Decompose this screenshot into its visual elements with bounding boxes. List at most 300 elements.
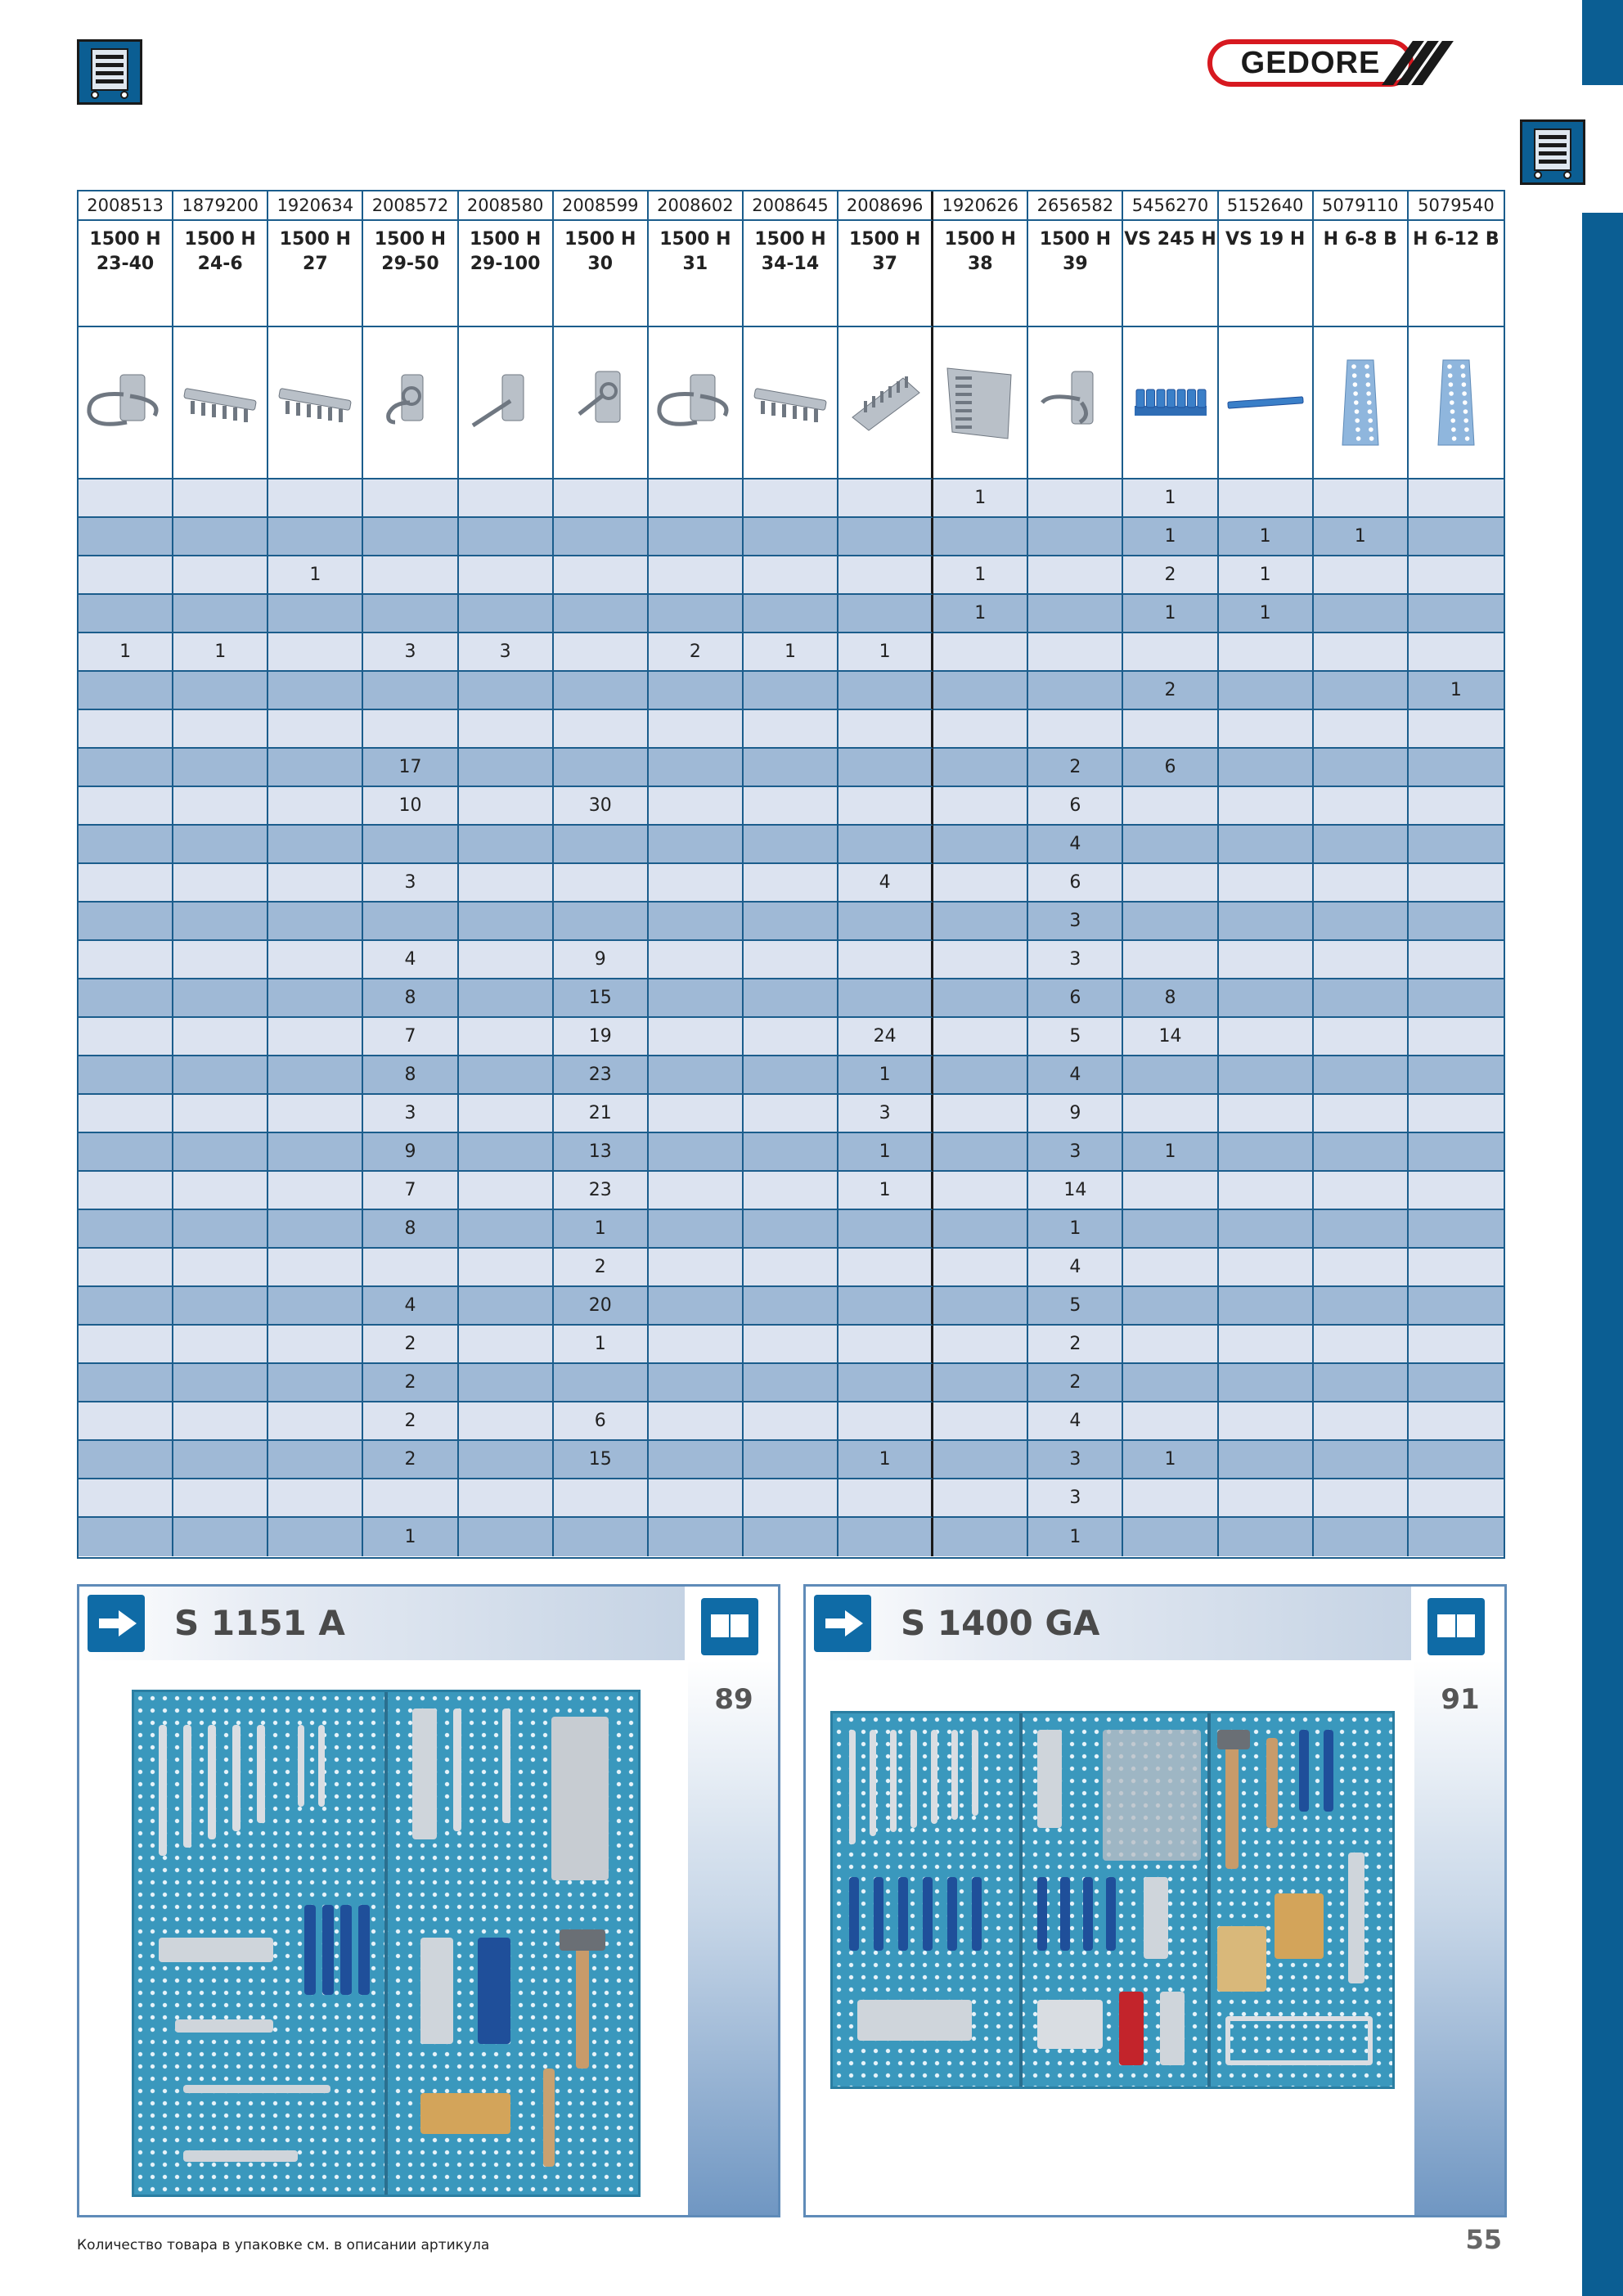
quantity-cell <box>1314 1518 1409 1556</box>
quantity-cell <box>649 672 744 710</box>
quantity-cell <box>933 518 1028 556</box>
quantity-cell <box>554 1479 649 1518</box>
quantity-cell <box>1219 749 1314 787</box>
product-image-cell <box>554 327 649 479</box>
quantity-cell <box>1219 1210 1314 1249</box>
quantity-cell <box>649 826 744 864</box>
quantity-cell <box>649 1402 744 1441</box>
quantity-cell <box>649 1441 744 1479</box>
quantity-cell <box>1314 1441 1409 1479</box>
quantity-cell <box>1314 1172 1409 1210</box>
quantity-cell <box>268 1172 363 1210</box>
quantity-cell <box>459 903 554 941</box>
quantity-cell <box>173 864 268 903</box>
quantity-cell <box>1314 1210 1409 1249</box>
quantity-cell: 1 <box>933 595 1028 633</box>
quantity-cell <box>173 787 268 826</box>
article-number: 1920634 <box>268 191 363 221</box>
long-tool-hook-icon <box>465 353 546 452</box>
quantity-cell <box>554 556 649 595</box>
quantity-cell <box>459 979 554 1018</box>
quantity-cell <box>744 1056 838 1095</box>
quantity-cell <box>173 979 268 1018</box>
quantity-cell <box>1409 749 1504 787</box>
quantity-cell: 4 <box>1028 1402 1123 1441</box>
quantity-cell <box>268 749 363 787</box>
quantity-cell <box>1123 710 1218 749</box>
quantity-cell <box>649 1210 744 1249</box>
product-name: 1500 H 29-50 <box>363 221 458 327</box>
quantity-cell <box>838 479 933 518</box>
arrow-right-icon[interactable] <box>814 1595 871 1652</box>
quantity-cell <box>1123 1056 1218 1095</box>
quantity-cell <box>1123 1172 1218 1210</box>
quantity-cell: 1 <box>838 1172 933 1210</box>
product-name: 1500 H 34-14 <box>744 221 838 327</box>
quantity-cell <box>268 903 363 941</box>
product-image-cell <box>459 327 554 479</box>
page-number: 55 <box>1465 2224 1502 2255</box>
quantity-cell <box>838 1210 933 1249</box>
quantity-cell <box>79 595 173 633</box>
quantity-cell <box>173 903 268 941</box>
product-image-cell <box>649 327 744 479</box>
quantity-cell <box>1123 787 1218 826</box>
quantity-cell <box>1123 1095 1218 1133</box>
tool-cabinet-icon <box>1520 119 1585 185</box>
article-number: 2008513 <box>79 191 173 221</box>
quantity-cell <box>1314 1056 1409 1095</box>
quantity-cell <box>1219 1479 1314 1518</box>
quantity-cell: 4 <box>838 864 933 903</box>
quantity-cell: 1 <box>1409 672 1504 710</box>
quantity-cell <box>1028 479 1123 518</box>
quantity-cell: 4 <box>1028 1056 1123 1095</box>
quantity-cell <box>173 1249 268 1287</box>
article-number: 5456270 <box>1123 191 1218 221</box>
quantity-cell <box>649 710 744 749</box>
quantity-cell <box>459 1518 554 1556</box>
quantity-cell <box>79 826 173 864</box>
quantity-cell: 1 <box>1219 556 1314 595</box>
quantity-cell: 1 <box>1123 479 1218 518</box>
quantity-cell <box>79 1095 173 1133</box>
quantity-cell <box>79 1518 173 1556</box>
quantity-cell <box>79 1133 173 1172</box>
quantity-cell <box>1028 518 1123 556</box>
quantity-cell <box>744 672 838 710</box>
quantity-cell <box>649 1172 744 1210</box>
quantity-cell: 6 <box>1028 979 1123 1018</box>
quantity-cell <box>268 1326 363 1364</box>
quantity-cell: 4 <box>1028 826 1123 864</box>
article-number: 2008599 <box>554 191 649 221</box>
quantity-cell: 1 <box>933 479 1028 518</box>
quantity-cell <box>1123 864 1218 903</box>
quantity-cell <box>1123 826 1218 864</box>
quantity-cell <box>649 1249 744 1287</box>
quantity-cell <box>1409 1095 1504 1133</box>
quantity-cell <box>79 1210 173 1249</box>
quantity-cell <box>1219 1056 1314 1095</box>
quantity-cell <box>1409 518 1504 556</box>
quantity-cell <box>459 595 554 633</box>
quantity-cell: 1 <box>1028 1518 1123 1556</box>
quantity-cell <box>744 1210 838 1249</box>
quantity-cell <box>459 864 554 903</box>
quantity-cell: 7 <box>363 1172 458 1210</box>
quantity-cell: 3 <box>363 864 458 903</box>
quantity-cell <box>744 479 838 518</box>
quantity-cell: 14 <box>1123 1018 1218 1056</box>
quantity-cell: 4 <box>1028 1249 1123 1287</box>
quantity-cell: 3 <box>838 1095 933 1133</box>
quantity-cell <box>79 518 173 556</box>
quantity-cell <box>173 672 268 710</box>
quantity-cell <box>459 1172 554 1210</box>
quantity-cell <box>1409 1402 1504 1441</box>
quantity-cell <box>1409 1479 1504 1518</box>
quantity-cell: 3 <box>1028 1133 1123 1172</box>
quantity-cell <box>649 1056 744 1095</box>
quantity-cell <box>554 826 649 864</box>
quantity-cell <box>1409 1518 1504 1556</box>
quantity-cell <box>649 787 744 826</box>
quantity-cell <box>838 1326 933 1364</box>
quantity-cell <box>838 941 933 979</box>
quantity-cell <box>459 749 554 787</box>
quantity-cell <box>933 633 1028 672</box>
quantity-cell <box>173 1133 268 1172</box>
quantity-cell <box>933 864 1028 903</box>
quantity-cell <box>268 1133 363 1172</box>
quantity-cell <box>459 1287 554 1326</box>
quantity-cell <box>1409 1018 1504 1056</box>
quantity-cell <box>744 1172 838 1210</box>
quantity-cell <box>268 1249 363 1287</box>
assortment-table <box>77 190 1505 1559</box>
quantity-cell: 1 <box>1123 1133 1218 1172</box>
product-name: 1500 H 29-100 <box>459 221 554 327</box>
quantity-cell <box>1409 1056 1504 1095</box>
quantity-cell <box>744 1095 838 1133</box>
quantity-cell <box>1314 1364 1409 1402</box>
quantity-cell <box>838 979 933 1018</box>
quantity-cell <box>554 710 649 749</box>
quantity-cell <box>1028 633 1123 672</box>
quantity-cell <box>744 1518 838 1556</box>
quantity-cell <box>933 710 1028 749</box>
set-panel-s1400ga <box>803 1584 1507 2217</box>
quantity-cell <box>1028 595 1123 633</box>
product-image-cell <box>1409 327 1504 479</box>
quantity-cell <box>1314 941 1409 979</box>
quantity-cell: 10 <box>363 787 458 826</box>
quantity-cell <box>79 941 173 979</box>
quantity-cell <box>1123 903 1218 941</box>
quantity-cell: 1 <box>933 556 1028 595</box>
quantity-cell <box>649 479 744 518</box>
gedore-logo: GEDORE <box>1207 39 1427 87</box>
quantity-cell <box>1219 672 1314 710</box>
quantity-cell: 8 <box>363 1056 458 1095</box>
quantity-cell <box>933 1326 1028 1364</box>
quantity-cell <box>459 1441 554 1479</box>
quantity-cell: 1 <box>838 633 933 672</box>
quantity-cell <box>79 1479 173 1518</box>
quantity-cell <box>459 941 554 979</box>
page-reference[interactable]: 89 <box>714 1683 753 1716</box>
quantity-cell: 2 <box>649 633 744 672</box>
quantity-cell <box>933 1249 1028 1287</box>
quantity-cell <box>744 787 838 826</box>
quantity-cell: 3 <box>1028 903 1123 941</box>
quantity-cell <box>649 941 744 979</box>
quantity-cell <box>649 518 744 556</box>
quantity-cell: 3 <box>1028 1479 1123 1518</box>
quantity-cell <box>79 749 173 787</box>
quantity-cell: 1 <box>1123 518 1218 556</box>
quantity-cell <box>838 1364 933 1402</box>
quantity-cell <box>1219 1402 1314 1441</box>
quantity-cell <box>173 1441 268 1479</box>
quantity-cell <box>1314 710 1409 749</box>
product-image-cell <box>1314 327 1409 479</box>
product-name: 1500 H 39 <box>1028 221 1123 327</box>
quantity-cell <box>268 595 363 633</box>
quantity-cell <box>838 1402 933 1441</box>
quantity-cell: 4 <box>363 1287 458 1326</box>
quantity-cell: 15 <box>554 979 649 1018</box>
article-number: 1920626 <box>933 191 1028 221</box>
quantity-cell <box>744 1287 838 1326</box>
quantity-cell <box>554 864 649 903</box>
quantity-cell <box>1123 1364 1218 1402</box>
product-name: VS 245 H <box>1123 221 1218 327</box>
quantity-cell <box>1314 479 1409 518</box>
quantity-cell <box>1409 903 1504 941</box>
quantity-cell <box>838 1287 933 1326</box>
quantity-cell <box>838 595 933 633</box>
quantity-cell <box>173 518 268 556</box>
quantity-cell <box>173 1018 268 1056</box>
quantity-cell <box>1123 1479 1218 1518</box>
quantity-cell: 1 <box>744 633 838 672</box>
quantity-cell <box>268 633 363 672</box>
product-name: 1500 H 38 <box>933 221 1028 327</box>
quantity-cell <box>459 1479 554 1518</box>
product-image-cell <box>79 327 173 479</box>
quantity-cell <box>744 1133 838 1172</box>
quantity-cell: 13 <box>554 1133 649 1172</box>
quantity-cell <box>649 1479 744 1518</box>
quantity-cell <box>649 556 744 595</box>
quantity-cell <box>173 1402 268 1441</box>
quantity-cell <box>268 941 363 979</box>
quantity-cell <box>933 1518 1028 1556</box>
quantity-cell <box>744 941 838 979</box>
spanner-holder-icon <box>939 353 1021 452</box>
quantity-cell <box>79 903 173 941</box>
quantity-cell: 9 <box>554 941 649 979</box>
quantity-cell <box>1314 1249 1409 1287</box>
quantity-cell <box>1314 979 1409 1018</box>
quantity-cell <box>1314 595 1409 633</box>
quantity-cell <box>1123 1210 1218 1249</box>
quantity-cell <box>933 1402 1028 1441</box>
quantity-cell <box>649 1326 744 1364</box>
side-tab-strip <box>1582 0 1623 2296</box>
footer-note: Количество товара в упаковке см. в описании артикула <box>77 2237 490 2253</box>
quantity-cell <box>79 1056 173 1095</box>
quantity-cell <box>1314 1326 1409 1364</box>
set-panel-header <box>79 1587 685 1660</box>
quantity-cell <box>173 826 268 864</box>
quantity-cell: 1 <box>1314 518 1409 556</box>
quantity-cell: 2 <box>363 1441 458 1479</box>
quantity-cell <box>1314 1095 1409 1133</box>
quantity-cell <box>1409 1326 1504 1364</box>
quantity-cell <box>1409 941 1504 979</box>
quantity-cell <box>459 826 554 864</box>
quantity-cell <box>744 1364 838 1402</box>
quantity-cell <box>268 672 363 710</box>
quantity-cell <box>459 1095 554 1133</box>
article-number: 5152640 <box>1219 191 1314 221</box>
quantity-cell <box>744 1402 838 1441</box>
article-number: 2008580 <box>459 191 554 221</box>
quantity-cell: 8 <box>363 1210 458 1249</box>
quantity-cell <box>1409 1133 1504 1172</box>
quantity-cell <box>79 1018 173 1056</box>
quantity-cell <box>554 903 649 941</box>
quantity-cell <box>268 1518 363 1556</box>
quantity-cell <box>649 1095 744 1133</box>
tool-hook-icon <box>369 353 451 452</box>
quantity-cell: 1 <box>268 556 363 595</box>
quantity-cell <box>933 787 1028 826</box>
quantity-cell <box>173 1210 268 1249</box>
quantity-cell <box>79 1402 173 1441</box>
quantity-cell: 4 <box>363 941 458 979</box>
quantity-cell <box>744 1441 838 1479</box>
quantity-cell <box>459 1249 554 1287</box>
book-icon[interactable] <box>701 1598 758 1655</box>
quantity-cell <box>1314 1479 1409 1518</box>
quantity-cell: 1 <box>554 1326 649 1364</box>
quantity-cell <box>1314 556 1409 595</box>
quantity-cell <box>459 787 554 826</box>
quantity-cell <box>838 1479 933 1518</box>
quantity-cell <box>1219 941 1314 979</box>
quantity-cell <box>933 749 1028 787</box>
quantity-cell <box>1409 710 1504 749</box>
quantity-cell <box>173 1287 268 1326</box>
quantity-cell <box>1314 672 1409 710</box>
quantity-cell <box>459 1402 554 1441</box>
quantity-cell <box>459 1364 554 1402</box>
quantity-cell <box>649 1287 744 1326</box>
quantity-cell <box>363 1479 458 1518</box>
quantity-cell <box>838 826 933 864</box>
quantity-cell <box>744 826 838 864</box>
quantity-cell <box>268 1402 363 1441</box>
quantity-cell <box>554 749 649 787</box>
article-number: 2008572 <box>363 191 458 221</box>
quantity-cell <box>1314 1287 1409 1326</box>
quantity-cell <box>744 864 838 903</box>
product-image-cell <box>838 327 933 479</box>
quantity-cell: 5 <box>1028 1018 1123 1056</box>
quantity-cell <box>1123 941 1218 979</box>
quantity-cell <box>268 787 363 826</box>
product-image-cell <box>1028 327 1123 479</box>
quantity-cell <box>1409 1210 1504 1249</box>
quantity-cell <box>79 1249 173 1287</box>
set-title: S 1400 GA <box>901 1603 1100 1643</box>
quantity-cell: 7 <box>363 1018 458 1056</box>
quantity-cell <box>1314 1018 1409 1056</box>
quantity-cell <box>173 556 268 595</box>
quantity-cell <box>1409 556 1504 595</box>
product-name: 1500 H 37 <box>838 221 933 327</box>
quantity-cell <box>268 1056 363 1095</box>
hook-rail-icon <box>179 353 261 452</box>
quantity-cell: 6 <box>554 1402 649 1441</box>
quantity-cell: 2 <box>363 1402 458 1441</box>
product-name: 1500 H 30 <box>554 221 649 327</box>
quantity-cell <box>459 1210 554 1249</box>
pegboard-set-icon <box>830 1711 1395 2089</box>
quantity-cell <box>1219 710 1314 749</box>
quantity-cell <box>554 1364 649 1402</box>
quantity-cell: 1 <box>1123 595 1218 633</box>
page-reference[interactable]: 91 <box>1441 1683 1480 1716</box>
quantity-cell <box>554 1518 649 1556</box>
quantity-cell <box>173 710 268 749</box>
quantity-cell <box>173 941 268 979</box>
quantity-cell <box>554 672 649 710</box>
quantity-cell <box>1219 864 1314 903</box>
quantity-cell <box>79 787 173 826</box>
quantity-cell <box>363 556 458 595</box>
quantity-cell: 1 <box>173 633 268 672</box>
quantity-cell <box>649 864 744 903</box>
quantity-cell <box>268 1018 363 1056</box>
quantity-cell <box>838 1249 933 1287</box>
quantity-cell: 24 <box>838 1018 933 1056</box>
quantity-cell: 20 <box>554 1287 649 1326</box>
quantity-cell <box>459 1326 554 1364</box>
article-number: 2656582 <box>1028 191 1123 221</box>
quantity-cell <box>79 479 173 518</box>
quantity-cell <box>838 749 933 787</box>
product-image-cell <box>268 327 363 479</box>
set-panel-s1151a <box>77 1584 780 2217</box>
double-tool-holder-icon <box>84 353 166 452</box>
quantity-cell: 2 <box>1028 1326 1123 1364</box>
book-icon[interactable] <box>1427 1598 1485 1655</box>
quantity-cell: 23 <box>554 1172 649 1210</box>
arrow-right-icon[interactable] <box>88 1595 145 1652</box>
product-name: 1500 H 31 <box>649 221 744 327</box>
quantity-cell <box>268 479 363 518</box>
quantity-cell <box>173 479 268 518</box>
quantity-cell <box>1219 1441 1314 1479</box>
quantity-cell <box>933 1364 1028 1402</box>
quantity-cell <box>459 556 554 595</box>
quantity-cell: 1 <box>838 1133 933 1172</box>
